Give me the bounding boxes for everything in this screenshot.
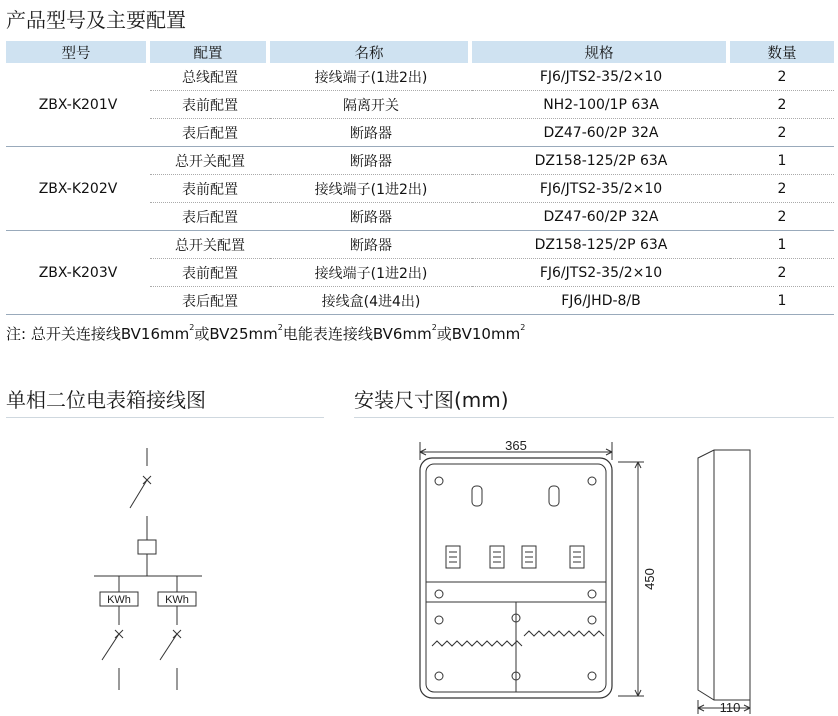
depth-dimension-label: 110: [719, 700, 741, 715]
screw-hole-icon: [588, 477, 596, 485]
wiring-title-divider: [6, 417, 324, 418]
config-cell: 总线配置: [150, 63, 270, 91]
config-cell: 表前配置: [150, 91, 270, 119]
side-view-drawing: [688, 438, 768, 716]
name-cell: 隔离开关: [270, 91, 472, 119]
qty-cell: 2: [730, 175, 834, 203]
config-cell: 表前配置: [150, 175, 270, 203]
qty-cell: 2: [730, 91, 834, 119]
meter-window-left: [472, 486, 482, 506]
header-name: 名称: [270, 41, 472, 63]
note-part-4: 或BV10mm: [436, 325, 521, 343]
name-cell: 接线端子(1进2出): [270, 63, 472, 91]
qty-cell: 2: [730, 203, 834, 231]
model-cell: ZBX-K201V: [6, 63, 150, 147]
qty-cell: 2: [730, 259, 834, 287]
dimension-diagram-title: 安装尺寸图(mm): [354, 388, 509, 412]
height-dimension-label: 450: [642, 568, 657, 590]
note-part-3: 电能表连接线BV6mm: [282, 325, 432, 343]
model-cell: ZBX-K202V: [6, 147, 150, 231]
table-row: [6, 63, 834, 91]
side-profile-outline: [698, 450, 750, 700]
spec-cell: FJ6/JHD-8/B: [472, 287, 730, 315]
spec-cell: DZ158-125/2P 63A: [472, 231, 730, 259]
footnote: [6, 323, 525, 344]
screw-hole-icon: [588, 616, 596, 624]
config-cell: 表后配置: [150, 287, 270, 315]
name-cell: 接线盒(4进4出): [270, 287, 472, 315]
model-cell: ZBX-K203V: [6, 231, 150, 315]
meter-label-left: KWh: [107, 594, 131, 606]
name-cell: 断路器: [270, 203, 472, 231]
qty-cell: 1: [730, 231, 834, 259]
header-spec: 规格: [472, 41, 730, 63]
screw-hole-icon: [588, 672, 596, 680]
header-model: 型号: [6, 41, 150, 63]
dimension-title-divider: [354, 417, 834, 418]
switch-blade-left: [102, 634, 119, 660]
note-sup-4: 2: [520, 323, 526, 332]
note-sup-1: 2: [189, 323, 195, 332]
spec-cell: DZ47-60/2P 32A: [472, 203, 730, 231]
config-cell: 总开关配置: [150, 231, 270, 259]
qty-cell: 1: [730, 287, 834, 315]
name-cell: 断路器: [270, 119, 472, 147]
note-part-1: 注: 总开关连接线BV16mm: [6, 325, 190, 343]
name-cell: 断路器: [270, 231, 472, 259]
isolator-box: [138, 540, 156, 554]
qty-cell: 1: [730, 147, 834, 175]
meter-label-right: KWh: [165, 594, 189, 606]
screw-hole-icon: [588, 590, 596, 598]
page-title: 产品型号及主要配置: [6, 8, 186, 32]
spec-table: [6, 41, 834, 315]
name-cell: 接线端子(1进2出): [270, 259, 472, 287]
spec-cell: FJ6/JTS2-35/2×10: [472, 259, 730, 287]
spec-cell: FJ6/JTS2-35/2×10: [472, 175, 730, 203]
note-part-2: 或BV25mm: [194, 325, 278, 343]
config-cell: 表后配置: [150, 119, 270, 147]
screw-hole-icon: [435, 477, 443, 485]
screw-hole-icon: [435, 672, 443, 680]
spec-cell: DZ158-125/2P 63A: [472, 147, 730, 175]
terminal-strip-left: [432, 641, 522, 646]
width-dimension-label: 365: [505, 438, 527, 453]
wiring-diagram: [80, 440, 230, 700]
breaker-grille-icon: [449, 552, 581, 562]
header-config: 配置: [150, 41, 270, 63]
screw-hole-icon: [435, 590, 443, 598]
qty-cell: 2: [730, 119, 834, 147]
table-row: [6, 147, 834, 175]
wiring-diagram-title: 单相二位电表箱接线图: [6, 388, 206, 412]
table-row: [6, 231, 834, 259]
config-cell: 总开关配置: [150, 147, 270, 175]
config-cell: 表后配置: [150, 203, 270, 231]
screw-hole-icon: [435, 616, 443, 624]
spec-cell: NH2-100/1P 63A: [472, 91, 730, 119]
config-cell: 表前配置: [150, 259, 270, 287]
meter-window-right: [549, 486, 559, 506]
spec-cell: DZ47-60/2P 32A: [472, 119, 730, 147]
name-cell: 断路器: [270, 147, 472, 175]
spec-cell: FJ6/JTS2-35/2×10: [472, 63, 730, 91]
main-switch-blade: [130, 480, 147, 508]
front-view-drawing: [412, 438, 670, 716]
note-sup-2: 2: [277, 323, 283, 332]
terminal-strip-right: [524, 631, 604, 636]
note-sup-3: 2: [431, 323, 437, 332]
qty-cell: 2: [730, 63, 834, 91]
switch-blade-right: [160, 634, 177, 660]
table-header-row: [6, 41, 834, 63]
header-qty: 数量: [730, 41, 834, 63]
name-cell: 接线端子(1进2出): [270, 175, 472, 203]
